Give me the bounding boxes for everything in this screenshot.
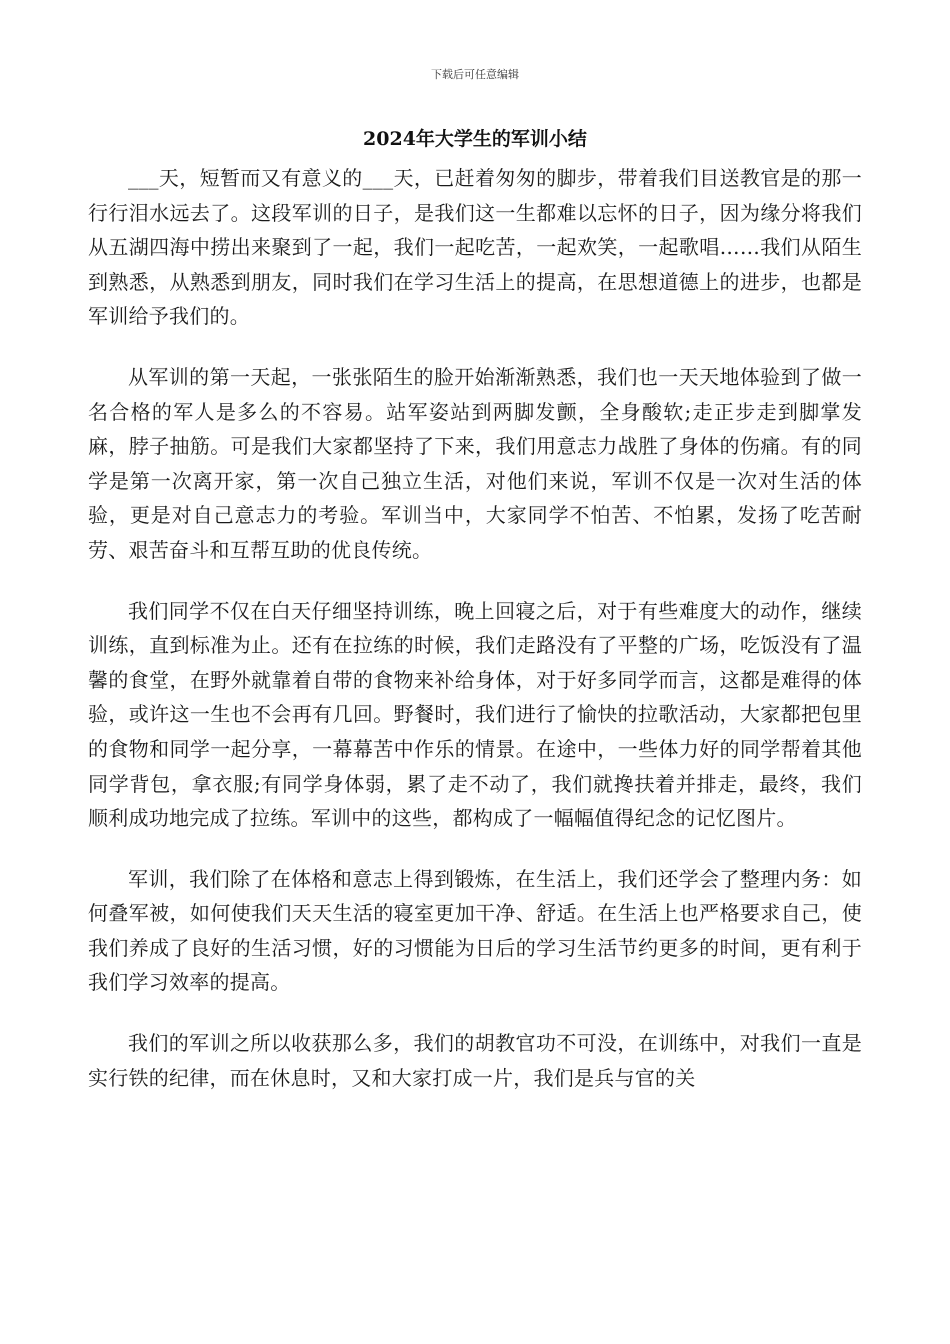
paragraph-1: ___天，短暂而又有意义的___天，已赶着匆匆的脚步，带着我们目送教官是的那一行行泪水远去了。这段军训的日子，是我们这一生都难以忘怀的日子，因为缘分将我们从五湖四海中捞出来聚到了一起，我们一起吃苦，一起欢笑，一起歌唱……我们从陌生到熟悉，从熟悉到朋友，同时我们在学习生活上的提高，在思想道德上的进步，也都是军训给予我们的。 [88,166,862,329]
paragraph-2: 从军训的第一天起，一张张陌生的脸开始渐渐熟悉，我们也一天天地体验到了做一名合格的军人是多么的不容易。站军姿站到两脚发颤，全身酸软;走正步走到脚掌发麻，脖子抽筋。可是我们大家都坚持了下来，我们用意志力战胜了身体的伤痛。有的同学是第一次离开家，第一次自己独立生活，对他们来说，军训不仅是一次对生活的体验，更是对自己意志力的考验。军训当中，大家同学不怕苦、不怕累，发扬了吃苦耐劳、艰苦奋斗和互帮互助的优良传统。 [88,364,862,562]
document-body [88,161,862,1121]
page-header-note: 下载后可任意编辑 [431,68,519,81]
document-title: 2024年大学生的军训小结 [363,128,587,150]
paragraph-5: 我们的军训之所以收获那么多，我们的胡教官功不可没，在训练中，对我们一直是实行铁的纪律，而在休息时，又和大家打成一片，我们是兵与官的关 [88,1031,862,1090]
paragraph-4: 军训，我们除了在体格和意志上得到锻炼，在生活上，我们还学会了整理内务：如何叠军被，如何使我们天天生活的寝室更加干净、舒适。在生活上也严格要求自己，使我们养成了良好的生活习惯，好的习惯能为日后的学习生活节约更多的时间，更有利于我们学习效率的提高。 [88,866,862,995]
paragraph-3: 我们同学不仅在白天仔细坚持训练，晚上回寝之后，对于有些难度大的动作，继续训练，直到标准为止。还有在拉练的时候，我们走路没有了平整的广场，吃饭没有了温馨的食堂，在野外就靠着自带的食物来补给身体，对于好多同学而言，这都是难得的体验，或许这一生也不会再有几回。野餐时，我们进行了愉快的拉歌活动，大家都把包里的食物和同学一起分享，一幕幕苦中作乐的情景。在途中，一些体力好的同学帮着其他同学背包，拿衣服;有同学身体弱，累了走不动了，我们就搀扶着并排走，最终，我们顺利成功地完成了拉练。军训中的这些，都构成了一幅幅值得纪念的记忆图片。 [88,598,862,831]
